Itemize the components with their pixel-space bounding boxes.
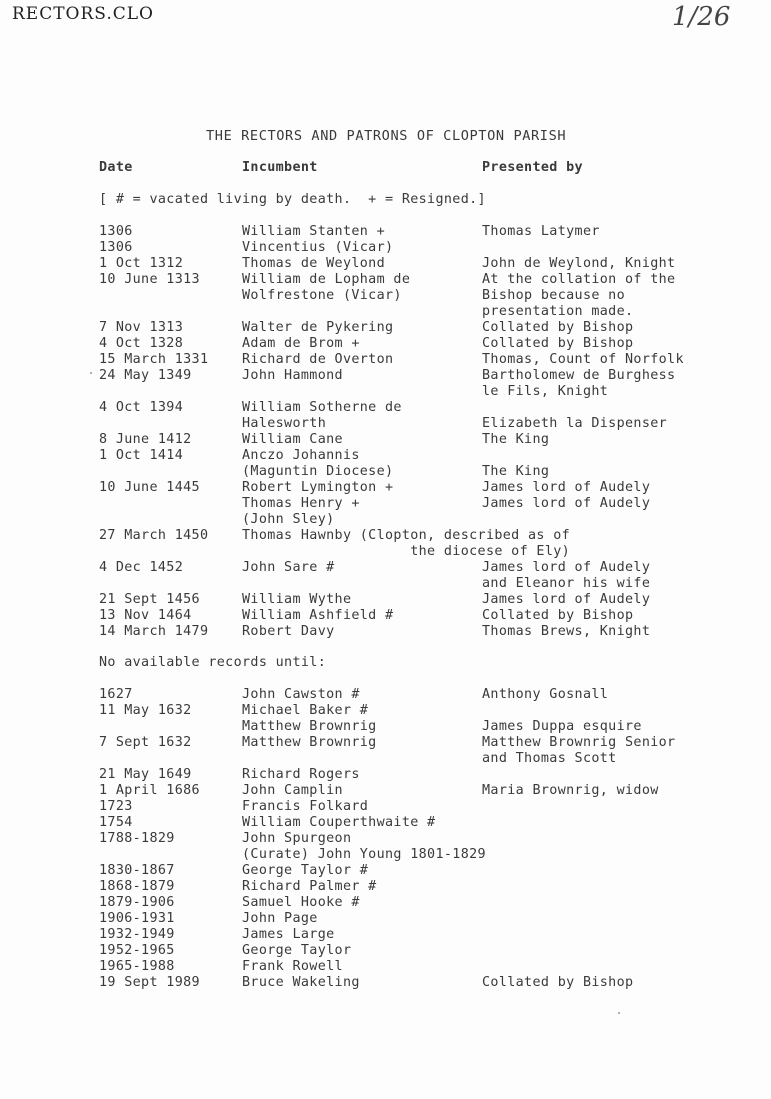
entry-presented-by: le Fils, Knight: [482, 384, 609, 399]
entry-incumbent: William Cane: [242, 432, 343, 447]
entry-incumbent: Richard de Overton: [242, 352, 394, 367]
entry-incumbent: John Sare #: [242, 560, 335, 575]
entry-presented-by: Anthony Gosnall: [482, 687, 609, 702]
entry-incumbent: Richard Palmer #: [242, 879, 377, 894]
entry-incumbent: James Large: [242, 927, 335, 942]
folio-number-handwritten: 1/26: [672, 2, 731, 32]
entry-date: 7 Sept 1632: [99, 735, 192, 750]
entry-date: 4 Dec 1452: [99, 560, 184, 575]
entry-date: 11 May 1632: [99, 703, 192, 718]
entry-incumbent: Robert Lymington +: [242, 480, 394, 495]
entry-incumbent: Richard Rogers: [242, 767, 360, 782]
entry-incumbent: William Sotherne de: [242, 400, 402, 415]
stray-mark: [618, 1012, 620, 1014]
entry-incumbent: (Curate) John Young 1801-1829: [242, 847, 486, 862]
records-gap-note: No available records until:: [99, 655, 327, 670]
entry-incumbent: John Spurgeon: [242, 831, 352, 846]
entry-date: 10 June 1313: [99, 272, 200, 287]
entry-presented-by: John de Weylond, Knight: [482, 256, 676, 271]
entry-presented-by: Elizabeth la Dispenser: [482, 416, 668, 431]
entry-date: 1879-1906: [99, 895, 175, 910]
entry-date: 19 Sept 1989: [99, 975, 200, 990]
entry-presented-by: James lord of Audely: [482, 560, 651, 575]
entry-presented-by: At the collation of the: [482, 272, 676, 287]
entry-presented-by: Matthew Brownrig Senior: [482, 735, 676, 750]
entry-incumbent: Thomas de Weylond: [242, 256, 386, 271]
entry-presented-by: Collated by Bishop: [482, 608, 634, 623]
column-header-date: Date: [99, 160, 133, 175]
entry-presented-by: James lord of Audely: [482, 480, 651, 495]
entry-presented-by: James lord of Audely: [482, 592, 651, 607]
entry-incumbent: Michael Baker #: [242, 703, 369, 718]
entry-presented-by: Collated by Bishop: [482, 320, 634, 335]
entry-presented-by: and Thomas Scott: [482, 751, 617, 766]
entry-presented-by: Collated by Bishop: [482, 336, 634, 351]
entry-incumbent: Frank Rowell: [242, 959, 343, 974]
entry-presented-by: Thomas Brews, Knight: [482, 624, 651, 639]
entry-incumbent: Robert Davy: [242, 624, 335, 639]
entry-date: 21 May 1649: [99, 767, 192, 782]
entry-presented-by: The King: [482, 432, 550, 447]
entry-date: 4 Oct 1394: [99, 400, 184, 415]
entry-date: 10 June 1445: [99, 480, 200, 495]
entry-date: 24 May 1349: [99, 368, 192, 383]
entry-incumbent: Matthew Brownrig: [242, 735, 377, 750]
entry-presented-by: and Eleanor his wife: [482, 576, 651, 591]
entry-date: 1 Oct 1414: [99, 448, 184, 463]
entry-incumbent: William de Lopham de: [242, 272, 411, 287]
entry-incumbent: John Hammond: [242, 368, 343, 383]
entry-incumbent: Anczo Johannis: [242, 448, 360, 463]
entry-presented-by: Bartholomew de Burghess: [482, 368, 676, 383]
entry-date: 1868-1879: [99, 879, 175, 894]
entry-date: 1 Oct 1312: [99, 256, 184, 271]
entry-date: 1306: [99, 224, 133, 239]
entry-incumbent: the diocese of Ely): [242, 544, 571, 559]
entry-presented-by: presentation made.: [482, 304, 634, 319]
entry-date: 1754: [99, 815, 133, 830]
entry-date: 1932-1949: [99, 927, 175, 942]
entry-presented-by: Maria Brownrig, widow: [482, 783, 659, 798]
entry-incumbent: Bruce Wakeling: [242, 975, 360, 990]
entry-presented-by: Collated by Bishop: [482, 975, 634, 990]
entry-date: 7 Nov 1313: [99, 320, 184, 335]
entry-presented-by: Bishop because no: [482, 288, 626, 303]
entry-incumbent: (John Sley): [242, 512, 335, 527]
column-header-incumbent: Incumbent: [242, 160, 318, 175]
entry-presented-by: James lord of Audely: [482, 496, 651, 511]
entry-incumbent: George Taylor: [242, 943, 352, 958]
entry-incumbent: Francis Folkard: [242, 799, 369, 814]
entry-date: 27 March 1450: [99, 528, 209, 543]
entry-date: 8 June 1412: [99, 432, 192, 447]
entry-presented-by: The King: [482, 464, 550, 479]
entry-incumbent: Walter de Pykering: [242, 320, 394, 335]
entry-date: 1306: [99, 240, 133, 255]
entry-date: 1952-1965: [99, 943, 175, 958]
entry-incumbent: John Camplin: [242, 783, 343, 798]
entry-date: 21 Sept 1456: [99, 592, 200, 607]
entry-date: 1627: [99, 687, 133, 702]
entry-presented-by: Thomas Latymer: [482, 224, 600, 239]
entry-presented-by: James Duppa esquire: [482, 719, 642, 734]
entry-incumbent: George Taylor #: [242, 863, 369, 878]
entry-incumbent: William Couperthwaite #: [242, 815, 436, 830]
entry-date: 1788-1829: [99, 831, 175, 846]
entry-date: 1723: [99, 799, 133, 814]
entry-incumbent: Halesworth: [242, 416, 327, 431]
symbol-legend: [ # = vacated living by death. + = Resigned.]: [99, 192, 486, 207]
entry-incumbent: Thomas Hawnby (Clopton, described as of: [242, 528, 571, 543]
entry-incumbent: John Cawston #: [242, 687, 360, 702]
entry-incumbent: Matthew Brownrig: [242, 719, 377, 734]
entry-date: 14 March 1479: [99, 624, 209, 639]
column-header-presented-by: Presented by: [482, 160, 583, 175]
entry-date: 1906-1931: [99, 911, 175, 926]
entry-incumbent: John Page: [242, 911, 318, 926]
entry-presented-by: Thomas, Count of Norfolk: [482, 352, 684, 367]
entry-incumbent: William Wythe: [242, 592, 352, 607]
entry-incumbent: (Maguntin Diocese): [242, 464, 394, 479]
page-title: THE RECTORS AND PATRONS OF CLOPTON PARISH: [206, 128, 567, 144]
stray-mark: [90, 372, 92, 374]
entry-date: 1 April 1686: [99, 783, 200, 798]
entry-date: 4 Oct 1328: [99, 336, 184, 351]
entry-date: 15 March 1331: [99, 352, 209, 367]
entry-date: 1830-1867: [99, 863, 175, 878]
file-reference-handwritten: RECTORS.CLO: [12, 4, 154, 24]
entry-incumbent: William Ashfield #: [242, 608, 394, 623]
entry-date: 13 Nov 1464: [99, 608, 192, 623]
entry-date: 1965-1988: [99, 959, 175, 974]
entry-incumbent: William Stanten +: [242, 224, 386, 239]
entry-incumbent: Adam de Brom +: [242, 336, 360, 351]
entry-incumbent: Wolfrestone (Vicar): [242, 288, 402, 303]
entry-incumbent: Samuel Hooke #: [242, 895, 360, 910]
entry-incumbent: Thomas Henry +: [242, 496, 360, 511]
entry-incumbent: Vincentius (Vicar): [242, 240, 394, 255]
